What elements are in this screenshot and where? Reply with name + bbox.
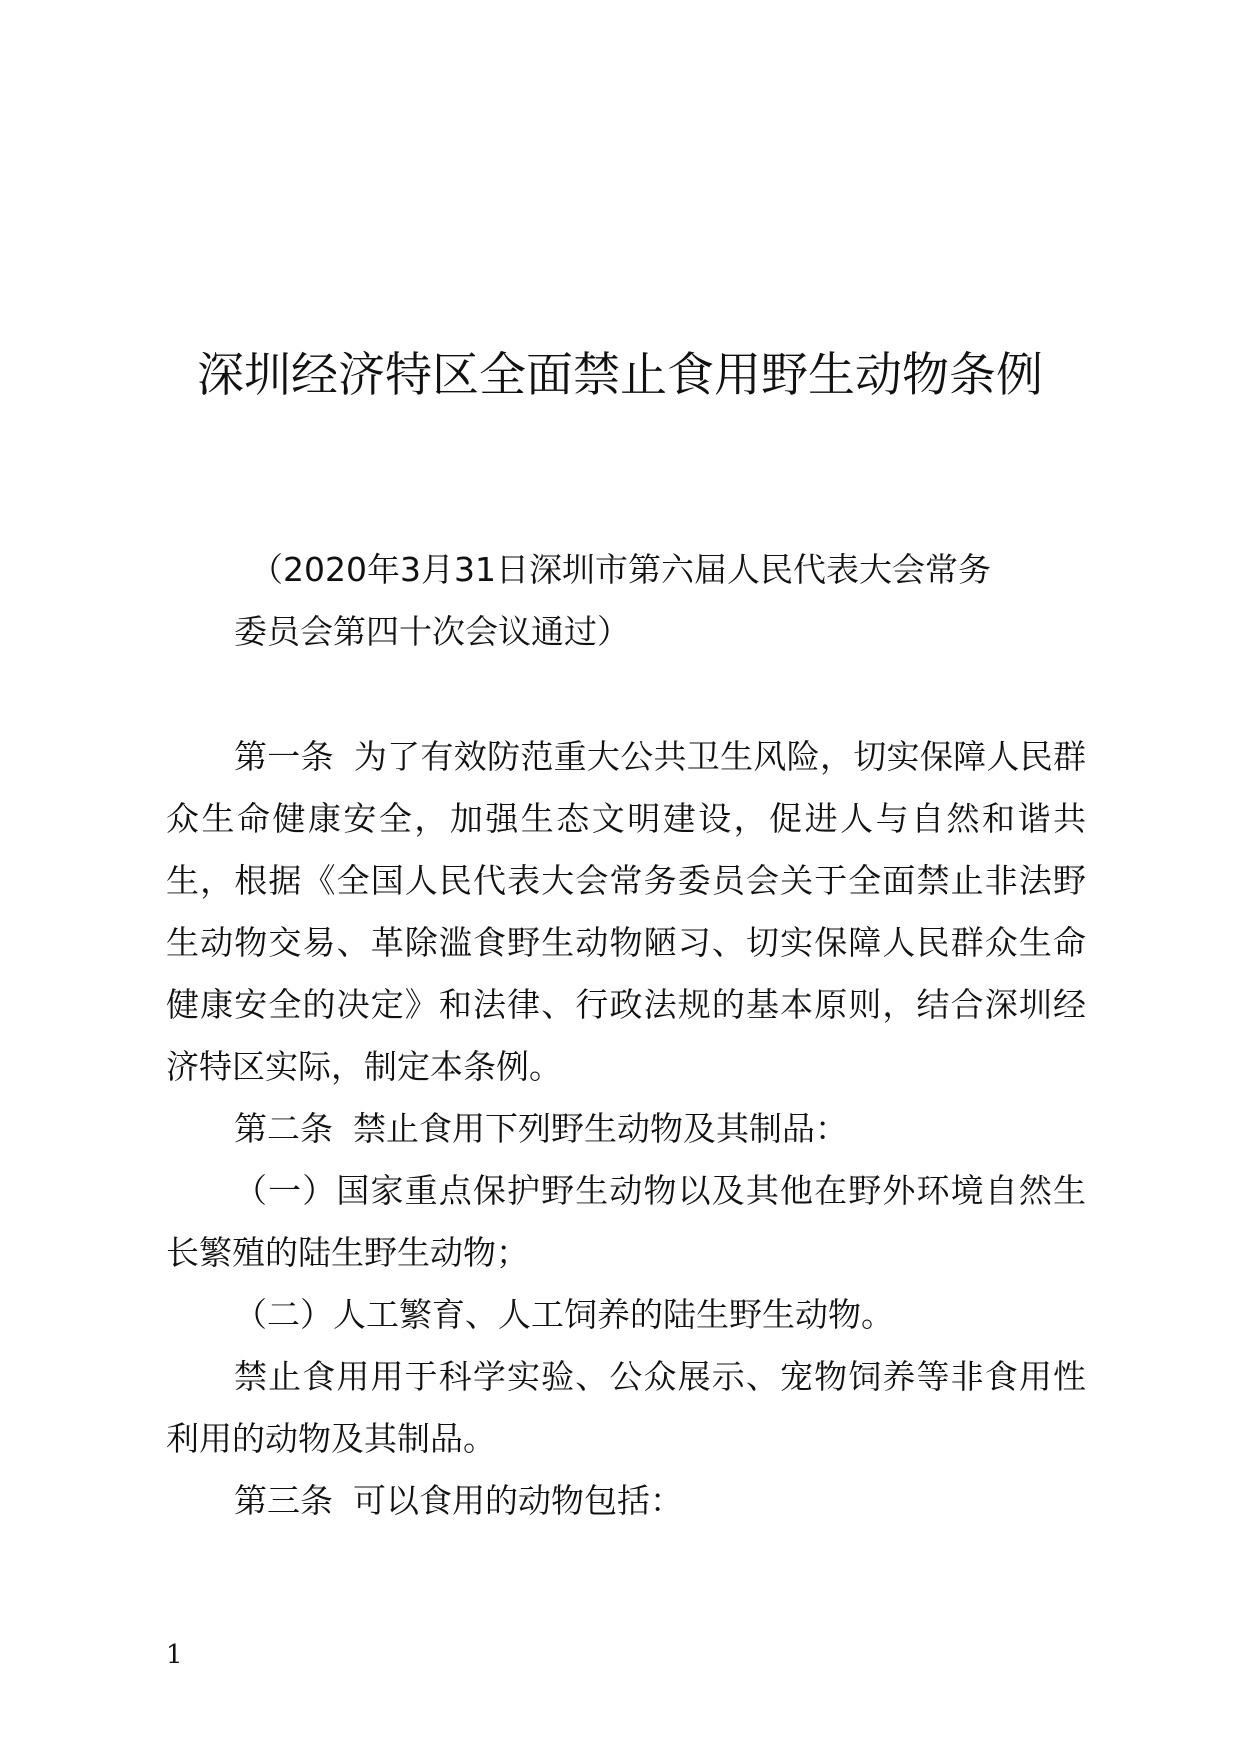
article-text: 为了有效防范重大公共卫生风险，切实保障人民群众生命健康安全，加强生态文明建设，促进人与自然和谐共生，根据《全国人民代表大会常务委员会关于全面禁止非法野生动物交易、革除滥食野生动物陋习、切实保障人民群众生命健康安全的决定》和法律、行政法规的基本原则，结合深圳经济特区实际，制定本条例。 — [166, 737, 1086, 1086]
clause-text: 禁止食用用于科学实验、公众展示、宠物饲养等非食用性利用的动物及其制品。 — [166, 1357, 1086, 1458]
article-2 — [166, 1098, 1086, 1160]
adoption-note-line-1: （2020年3月31日深圳市第六届人民代表大会常务 — [250, 550, 991, 589]
article-label: 第二条 — [234, 1109, 333, 1148]
document-body — [166, 726, 1086, 1532]
item-text: （一）国家重点保护野生动物以及其他在野外环境自然生长繁殖的陆生野生动物； — [166, 1171, 1086, 1272]
article-3 — [166, 1470, 1086, 1532]
article-2-item-2 — [166, 1284, 1086, 1346]
article-2-clause — [166, 1346, 1086, 1470]
article-2-item-1 — [166, 1160, 1086, 1284]
article-label: 第一条 — [234, 737, 334, 776]
article-text: 可以食用的动物包括： — [353, 1481, 683, 1520]
adoption-note-line-2: 委员会第四十次会议通过） — [234, 612, 630, 651]
article-1 — [166, 726, 1086, 1098]
page-number: 1 — [166, 1640, 183, 1670]
article-label: 第三条 — [234, 1481, 333, 1520]
article-text: 禁止食用下列野生动物及其制品： — [353, 1109, 848, 1148]
document-title: 深圳经济特区全面禁止食用野生动物条例 — [197, 348, 1043, 403]
item-text: （二）人工繁育、人工饲养的陆生野生动物。 — [234, 1295, 894, 1334]
